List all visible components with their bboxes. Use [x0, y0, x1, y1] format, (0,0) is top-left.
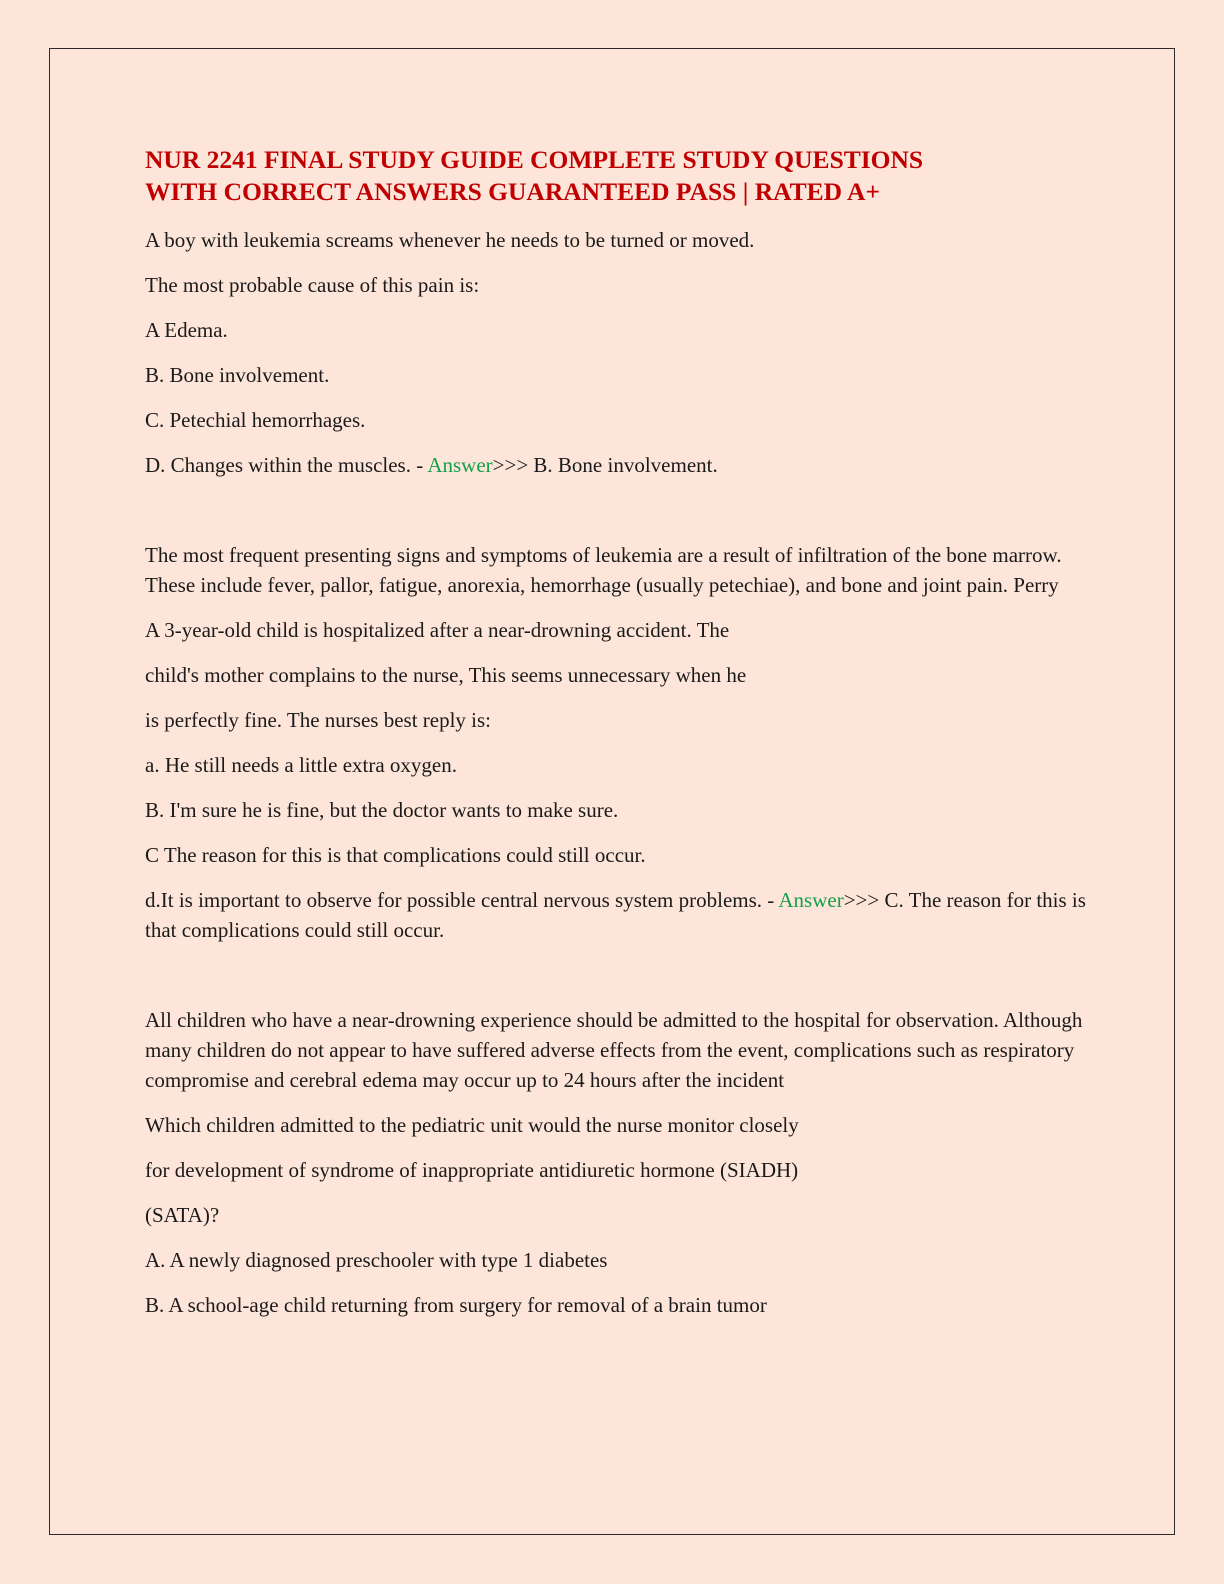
- q3-option-a: A. A newly diagnosed preschooler with type 1 diabetes: [145, 1248, 608, 1272]
- question-2: [145, 615, 1090, 1095]
- q1-rationale: The most frequent presenting signs and symptoms of leukemia are a result of infiltration of the bone marrow. These include fever, pallor, fatigue, anorexia, hemorrhage (usually petechiae), and bone and joint pain. Perry: [145, 543, 1062, 597]
- q1-option-c: C. Petechial hemorrhages.: [145, 408, 366, 432]
- q2-stem-line-3: is perfectly fine. The nurses best reply is:: [145, 708, 492, 732]
- spacer: [145, 495, 1090, 540]
- q1-option-d: D. Changes within the muscles. -: [145, 453, 428, 477]
- q3-option-b: B. A school-age child returning from surgery for removal of a brain tumor: [145, 1293, 767, 1317]
- q2-option-d-with-answer: [145, 885, 1090, 945]
- q2-option-d: d.It is important to observe for possible central nervous system problems. -: [145, 888, 779, 912]
- q3-stem-line-1: Which children admitted to the pediatric unit would the nurse monitor closely: [145, 1113, 799, 1137]
- q3-stem-line-3: (SATA)?: [145, 1203, 220, 1227]
- title-line-1: NUR 2241 FINAL STUDY GUIDE COMPLETE STUDY QUESTIONS: [145, 145, 924, 174]
- q3-stem-line-2: for development of syndrome of inappropriate antidiuretic hormone (SIADH): [145, 1158, 799, 1182]
- spacer: [145, 960, 1090, 1005]
- question-3: [145, 1110, 1090, 1320]
- q1-option-d-with-answer: [145, 450, 1090, 480]
- document-title: [145, 144, 1090, 208]
- q1-answer-text: >>> B. Bone involvement.: [492, 453, 718, 477]
- question-1: [145, 225, 1090, 600]
- q2-stem-line-2: child's mother complains to the nurse, This seems unnecessary when he: [145, 663, 747, 687]
- q2-answer-text: >>> C. The reason for this is that complications could still occur.: [145, 888, 1086, 942]
- q2-answer-label: Answer: [778, 888, 844, 912]
- q2-option-b: B. I'm sure he is fine, but the doctor wants to make sure.: [145, 798, 619, 822]
- title-line-2: WITH CORRECT ANSWERS GUARANTEED PASS | RATED A+: [145, 177, 880, 206]
- q1-stem-line-2: The most probable cause of this pain is:: [145, 273, 480, 297]
- q2-rationale: All children who have a near-drowning experience should be admitted to the hospital for observation. Although many children do not appear to have suffered adverse effects from the event, complications such as respiratory compromise and cerebral edema may occur up to 24 hours after the incident: [145, 1008, 1083, 1092]
- q2-stem-line-1: A 3-year-old child is hospitalized after a near-drowning accident. The: [145, 618, 730, 642]
- q1-option-b: B. Bone involvement.: [145, 363, 330, 387]
- q1-stem-line-1: A boy with leukemia screams whenever he needs to be turned or moved.: [145, 228, 755, 252]
- q1-answer-label: Answer: [427, 453, 493, 477]
- document-body: [145, 144, 1090, 1335]
- q2-option-c: C The reason for this is that complications could still occur.: [145, 843, 646, 867]
- q2-option-a: a. He still needs a little extra oxygen.: [145, 753, 457, 777]
- q1-option-a: A Edema.: [145, 318, 228, 342]
